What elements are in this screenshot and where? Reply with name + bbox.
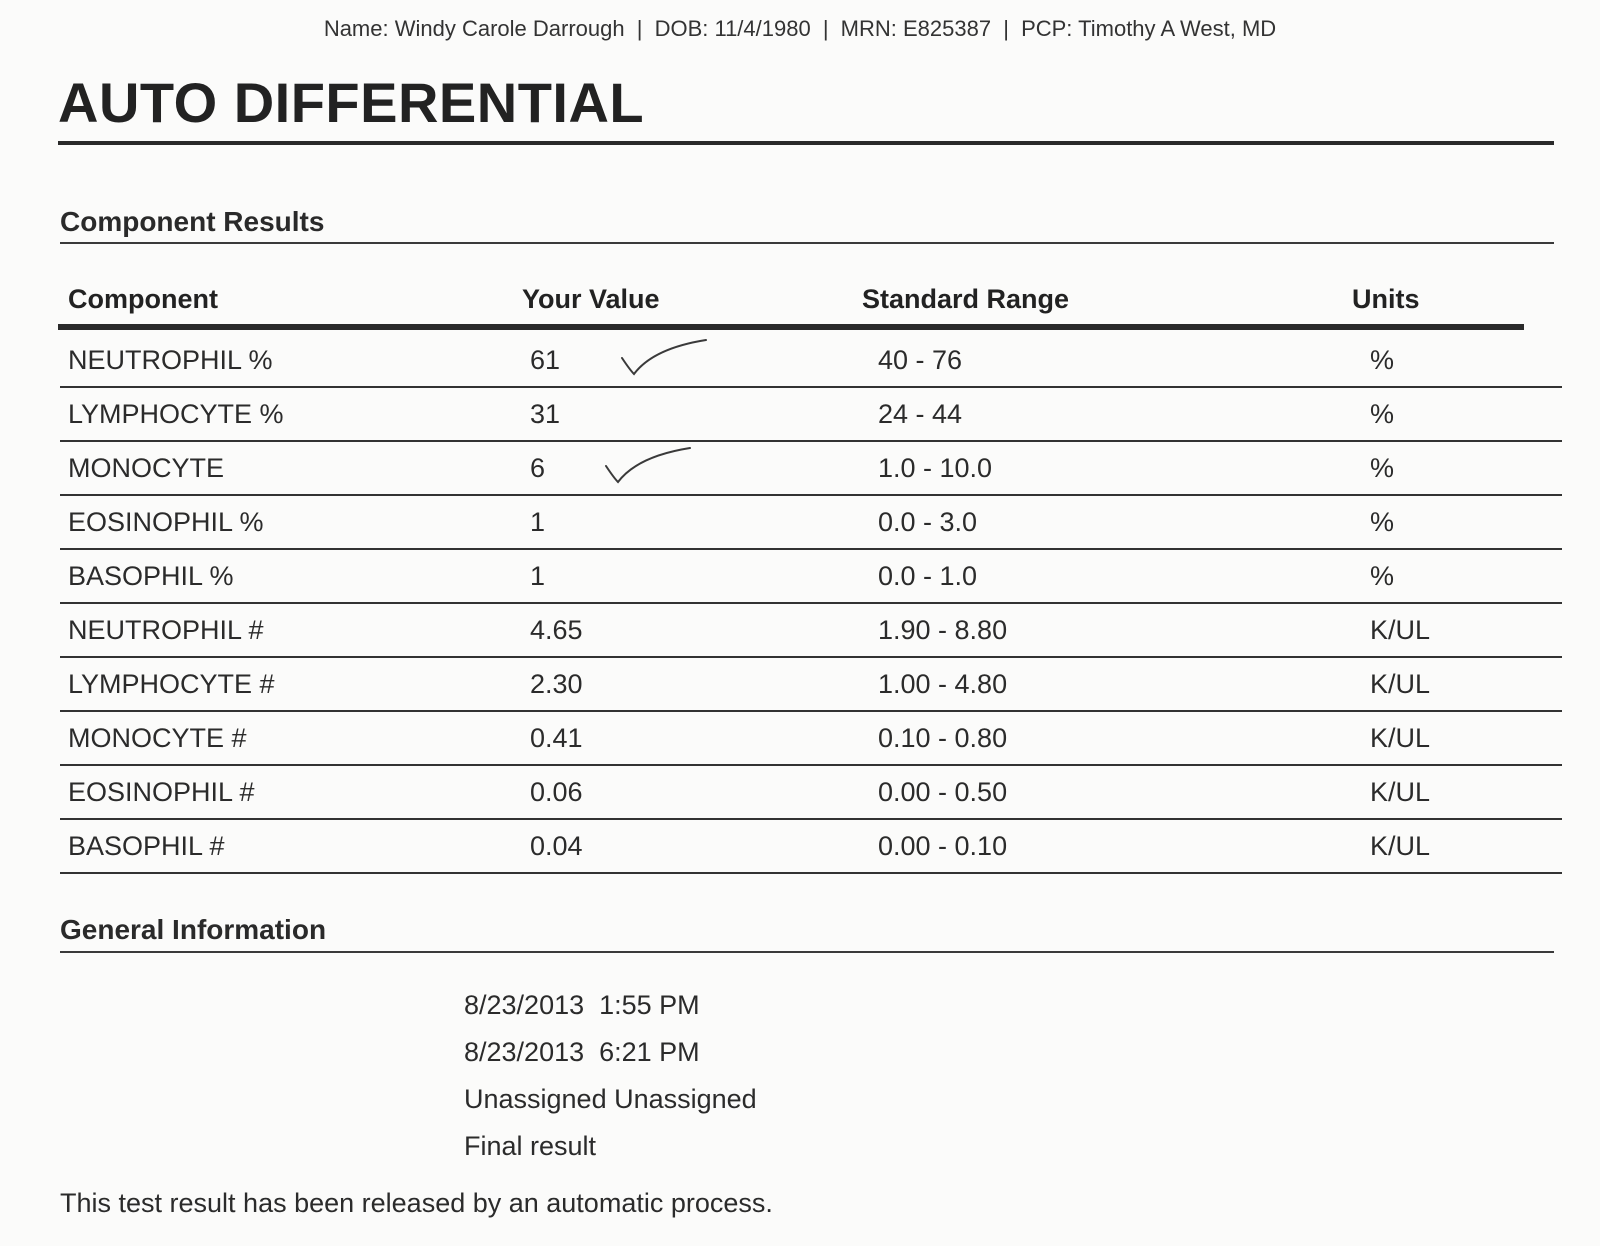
units-cell-text: K/UL [1370,776,1431,807]
component-cell-text: MONOCYTE # [68,722,247,753]
units-cell-text: K/UL [1370,614,1431,645]
component-cell-text: BASOPHIL % [68,560,234,591]
table-row [60,765,1562,819]
value-cell-text: 31 [530,398,561,429]
range-cell-text: 1.0 - 10.0 [878,452,993,483]
checkmark-stroke [606,448,690,482]
units-cell-text: K/UL [1370,668,1431,699]
resulted-value: 8/23/2013 6:21 PM [464,1037,700,1067]
range-cell-text: 1.00 - 4.80 [878,668,1008,699]
range-cell-text: 0.0 - 1.0 [878,560,978,591]
range-cell-text: 40 - 76 [878,344,963,375]
range-cell [878,819,1370,873]
header-separator: | [1003,16,1009,41]
column-header-component: Component [68,284,218,314]
value-cell [530,549,878,603]
range-cell [878,495,1370,549]
component-cell [60,657,530,711]
patient-name: Name: Windy Carole Darrough [323,16,625,41]
value-cell-text: 1 [530,506,546,537]
value-cell [530,765,878,819]
table-row [60,603,1562,657]
value-cell-text: 2.30 [530,668,583,699]
table-row [60,657,1562,711]
checkmark-stroke [622,340,706,374]
patient-header [0,16,1600,42]
title-divider [58,141,1554,145]
component-cell-text: BASOPHIL # [68,830,225,861]
range-cell-text: 1.90 - 8.80 [878,614,1008,645]
value-cell-text: 0.41 [530,722,583,753]
table-row [60,334,1562,387]
range-cell [878,657,1370,711]
table-row [60,819,1562,873]
component-cell [60,387,530,441]
component-cell-text: LYMPHOCYTE # [68,668,275,699]
component-cell [60,441,530,495]
range-cell [878,603,1370,657]
table-header-divider [58,324,1524,330]
units-cell [1370,387,1562,441]
value-cell-text: 1 [530,560,546,591]
units-cell [1370,495,1562,549]
units-cell-text: % [1370,398,1395,429]
table-row [60,441,1562,495]
units-cell [1370,765,1562,819]
value-cell [530,387,878,441]
general-information-heading: General Information [60,914,327,945]
range-cell-text: 0.10 - 0.80 [878,722,1008,753]
units-cell [1370,334,1562,387]
range-cell [878,711,1370,765]
component-cell [60,603,530,657]
component-cell-text: MONOCYTE [68,452,225,483]
value-cell [530,711,878,765]
general-information-divider [60,951,1554,953]
handwritten-checkmark-icon [620,336,710,382]
release-footnote: This test result has been released by an automatic process. [60,1188,773,1218]
component-cell-text: EOSINOPHIL # [68,776,255,807]
units-cell-text: % [1370,560,1395,591]
component-results-divider [60,242,1554,244]
units-cell-text: K/UL [1370,830,1431,861]
component-cell-text: NEUTROPHIL % [68,344,273,375]
component-cell [60,334,530,387]
table-row [60,711,1562,765]
units-cell-text: % [1370,506,1395,537]
result-status-value: Final result [464,1131,597,1161]
units-cell-text: % [1370,452,1395,483]
range-cell-text: 0.0 - 3.0 [878,506,978,537]
page-title: AUTO DIFFERENTIAL [58,71,645,134]
table-row [60,387,1562,441]
value-cell [530,441,878,495]
range-cell [878,441,1370,495]
range-cell-text: 24 - 44 [878,398,963,429]
handwritten-checkmark-icon [604,444,694,490]
units-cell-text: K/UL [1370,722,1431,753]
component-cell [60,819,530,873]
value-cell [530,657,878,711]
value-cell [530,819,878,873]
component-cell [60,765,530,819]
collected-value: 8/23/2013 1:55 PM [464,990,700,1020]
value-cell [530,334,878,387]
column-header-value: Your Value [522,284,660,314]
value-cell-text: 61 [530,344,561,375]
range-cell [878,334,1370,387]
component-results-heading: Component Results [60,206,325,237]
patient-pcp: PCP: Timothy A West, MD [1021,16,1277,41]
value-cell [530,495,878,549]
table-row [60,495,1562,549]
units-cell [1370,441,1562,495]
component-cell-text: EOSINOPHIL % [68,506,264,537]
component-cell [60,495,530,549]
units-cell [1370,657,1562,711]
column-header-range: Standard Range [862,284,1070,314]
component-results-table [60,334,1562,874]
value-cell-text: 0.04 [530,830,583,861]
units-cell [1370,819,1562,873]
ordered-by-value: Unassigned Unassigned [464,1084,757,1114]
patient-dob: DOB: 11/4/1980 [654,16,811,41]
header-separator: | [636,16,643,41]
value-cell-text: 0.06 [530,776,583,807]
value-cell-text: 4.65 [530,614,583,645]
component-cell [60,711,530,765]
column-header-units: Units [1352,284,1420,314]
units-cell [1370,603,1562,657]
units-cell [1370,549,1562,603]
units-cell-text: % [1370,344,1395,375]
table-row [60,549,1562,603]
range-cell [878,765,1370,819]
value-cell [530,603,878,657]
header-separator: | [822,16,829,41]
units-cell [1370,711,1562,765]
patient-mrn: MRN: E825387 [840,16,992,41]
range-cell-text: 0.00 - 0.10 [878,830,1008,861]
range-cell-text: 0.00 - 0.50 [878,776,1008,807]
component-cell-text: NEUTROPHIL # [68,614,264,645]
component-cell-text: LYMPHOCYTE % [68,398,284,429]
component-cell [60,549,530,603]
range-cell [878,549,1370,603]
value-cell-text: 6 [530,452,546,483]
results-table-body [60,334,1562,873]
range-cell [878,387,1370,441]
